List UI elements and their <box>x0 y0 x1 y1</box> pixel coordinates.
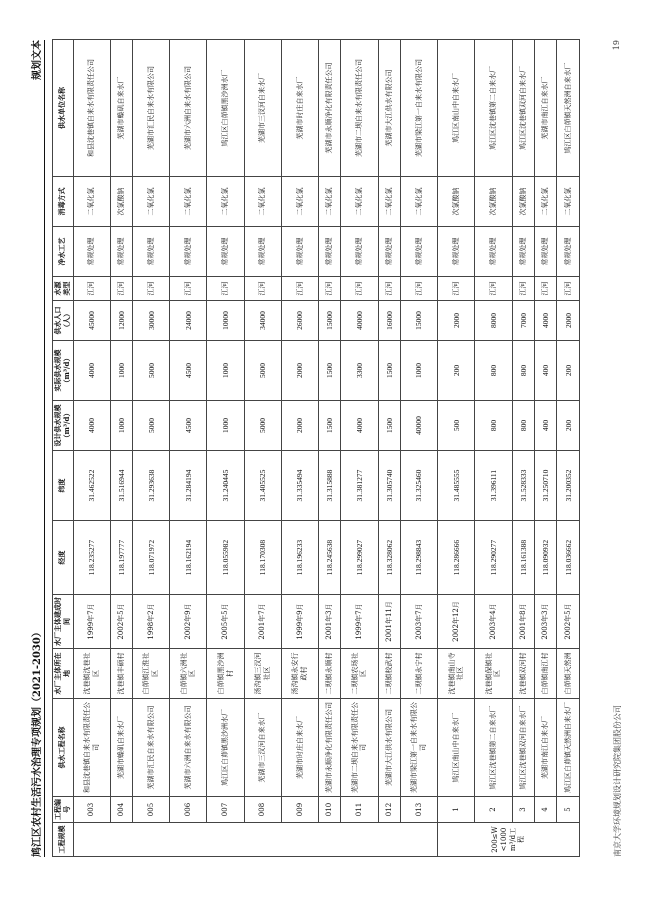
table-cell: 1500 <box>318 401 340 451</box>
table-cell: 次氯酸钠 <box>110 177 132 227</box>
table-cell: 沈巷镇双河村 <box>512 649 534 699</box>
column-header: 工程编号 <box>53 797 74 823</box>
table-cell: 200 <box>557 401 580 451</box>
table-cell: 118.055982 <box>207 521 244 595</box>
table-row <box>170 40 207 857</box>
table-cell: 118.162194 <box>170 521 207 595</box>
table-cell: 二氧化氯 <box>73 177 110 227</box>
table-cell: 007 <box>207 797 244 823</box>
table-cell: 芜湖市永顺净化有限责任公司 <box>318 40 340 177</box>
column-header: 供水单位名称 <box>53 40 74 177</box>
table-cell: 江河 <box>244 277 281 301</box>
table-cell: 31.516944 <box>110 451 132 521</box>
table-cell: 118.161388 <box>512 521 534 595</box>
table-cell: 013 <box>401 797 438 823</box>
table-cell: 鸠江区南山中自来水厂 <box>438 699 475 797</box>
table-cell: 常规处理 <box>110 227 132 277</box>
table-cell: 15000 <box>401 301 438 341</box>
table-cell: 118.197777 <box>110 521 132 595</box>
table-cell: 30000 <box>133 301 170 341</box>
table-cell: 芜湖市汇民自来水有限公司 <box>133 699 170 797</box>
table-cell: 31.485555 <box>438 451 475 521</box>
table-cell: 芜湖市六洲自来水有限公司 <box>170 40 207 177</box>
table-cell: 常规处理 <box>438 227 475 277</box>
table-cell: 1000 <box>207 341 244 401</box>
table-cell: 芜湖市蟂矶自来水厂 <box>110 40 132 177</box>
table-cell: 芜湖市南江自来水厂 <box>534 40 556 177</box>
table-cell: 沈巷镇沈巷社区 <box>73 649 110 699</box>
table-cell: 5000 <box>133 341 170 401</box>
table-cell: 芜湖市时庄自来水厂 <box>281 40 318 177</box>
table-cell: 4000 <box>73 341 110 401</box>
table-cell: 012 <box>378 797 400 823</box>
table-cell: 31.293638 <box>133 451 170 521</box>
table-cell: 31.528333 <box>512 451 534 521</box>
footer-org: 南京大学环境规划设计研究院集团股份公司 <box>613 705 622 857</box>
table-cell: 二坝镇农场社区 <box>341 649 378 699</box>
table-cell: 2003年3月 <box>534 595 556 649</box>
table-cell: 4000 <box>534 301 556 341</box>
table-cell: 二氧化氯 <box>557 177 580 227</box>
table-cell: 和县沈巷镇自来水有限责任公司 <box>73 699 110 797</box>
table-cell: 31.315888 <box>318 451 340 521</box>
table-cell: 800 <box>512 341 534 401</box>
table-cell: 2 <box>475 797 512 823</box>
table-cell: 118.290277 <box>475 521 512 595</box>
column-header: 实际供水规模（m³/d） <box>53 341 74 401</box>
table-cell: 白茆镇南江村 <box>534 649 556 699</box>
table-cell: 4000 <box>73 401 110 451</box>
table-cell: 31.405525 <box>244 451 281 521</box>
table-cell: 1999年9月 <box>281 595 318 649</box>
table-cell: 31.305740 <box>378 451 400 521</box>
table-cell: 118.071972 <box>133 521 170 595</box>
table-cell: 芜湖市大江供水有限公司 <box>378 699 400 797</box>
table-cell: 800 <box>475 401 512 451</box>
table-cell: 40000 <box>401 401 438 451</box>
table-cell: 江河 <box>341 277 378 301</box>
table-cell: 1500 <box>318 341 340 401</box>
table-cell: 1000 <box>401 341 438 401</box>
table-cell: 汤沟镇三汊河社区 <box>244 649 281 699</box>
table-cell: 江河 <box>438 277 475 301</box>
table-cell: 2002年5月 <box>557 595 580 649</box>
table-cell: 31.240445 <box>207 451 244 521</box>
table-cell: 汤沟镇永安行政村 <box>281 649 318 699</box>
table-cell: 15000 <box>318 301 340 341</box>
table-cell: 芜湖市蟂矶自来水厂 <box>110 699 132 797</box>
table-cell: 常规处理 <box>534 227 556 277</box>
column-header: 工程规模 <box>53 823 74 857</box>
table-cell: 江河 <box>170 277 207 301</box>
table-cell: 118.298843 <box>401 521 438 595</box>
table-cell: 白茆镇黑沙洲村 <box>207 649 244 699</box>
table-cell: 1000 <box>110 401 132 451</box>
document-section-label: 规划文本 <box>32 40 43 80</box>
table-cell: 二氧化氯 <box>534 177 556 227</box>
table-cell: 二坝镇校武村 <box>378 649 400 699</box>
table-cell: 江河 <box>133 277 170 301</box>
table-cell: 常规处理 <box>318 227 340 277</box>
water-supply-table <box>52 39 580 857</box>
table-cell: 二氧化氯 <box>341 177 378 227</box>
table-cell: 二氧化氯 <box>281 177 318 227</box>
table-cell: 005 <box>133 797 170 823</box>
table-cell: 118.299027 <box>341 521 378 595</box>
table-cell: 5000 <box>244 341 281 401</box>
table-cell: 芜湖市南江自来水厂 <box>534 699 556 797</box>
table-cell: 40000 <box>341 301 378 341</box>
table-cell: 1999年7月 <box>341 595 378 649</box>
table-cell: 009 <box>281 797 318 823</box>
table-cell: 1998年2月 <box>133 595 170 649</box>
table-cell: 鸠江区白茆镇天然洲自来水厂 <box>557 699 580 797</box>
column-header: 经度 <box>53 521 74 595</box>
table-cell: 次氯酸钠 <box>475 177 512 227</box>
table-cell: 5000 <box>133 401 170 451</box>
table-cell: 008 <box>244 797 281 823</box>
table-cell: 1500 <box>378 401 400 451</box>
table-row <box>73 40 110 857</box>
table-cell: 2001年3月 <box>318 595 340 649</box>
table-cell: 5 <box>557 797 580 823</box>
table-cell: 常规处理 <box>475 227 512 277</box>
table-cell: 常规处理 <box>73 227 110 277</box>
table-cell: 800 <box>512 401 534 451</box>
table-cell: 二氧化氯 <box>244 177 281 227</box>
table-cell: 118.196233 <box>281 521 318 595</box>
table-cell: 200 <box>438 341 475 401</box>
table-cell: 31.284194 <box>170 451 207 521</box>
table-cell: 1500 <box>378 341 400 401</box>
table-cell: 31.381277 <box>341 451 378 521</box>
table-cell: 江河 <box>534 277 556 301</box>
table-cell: 2001年7月 <box>244 595 281 649</box>
table-cell: 2000 <box>281 401 318 451</box>
table-cell: 芜湖市汇民自来水有限公司 <box>133 40 170 177</box>
table-cell: 1000 <box>207 401 244 451</box>
table-cell: 江河 <box>475 277 512 301</box>
table-cell: 常规处理 <box>512 227 534 277</box>
table-cell: 江河 <box>557 277 580 301</box>
table-cell: 江河 <box>512 277 534 301</box>
table-cell: 1999年7月 <box>73 595 110 649</box>
table-cell: 1 <box>438 797 475 823</box>
table-cell: 常规处理 <box>170 227 207 277</box>
table-cell: 二氧化氯 <box>133 177 170 227</box>
table-cell: 鸠江区沈巷镇双河自来水厂 <box>512 40 534 177</box>
table-cell: 江河 <box>401 277 438 301</box>
table-cell: 2001年8月 <box>512 595 534 649</box>
table-row <box>534 40 556 857</box>
header-rule <box>44 40 45 857</box>
table-cell: 鸠江区白茆镇天然洲自来水厂 <box>557 40 580 177</box>
table-cell: 江河 <box>378 277 400 301</box>
table-cell: 500 <box>438 401 475 451</box>
table-body <box>73 40 580 857</box>
table-cell: 芜湖市时庄自来水厂 <box>281 699 318 797</box>
table-cell: 芜湖市梁江第一自来水有限公司 <box>401 699 438 797</box>
table-cell: 常规处理 <box>341 227 378 277</box>
table-cell: 二氧化氯 <box>207 177 244 227</box>
column-header: 水厂主体所在地 <box>53 649 74 699</box>
table-row <box>133 40 170 857</box>
table-cell: 800 <box>475 341 512 401</box>
group-label-cell <box>73 823 438 857</box>
table-cell: 2002年12月 <box>438 595 475 649</box>
table-cell: 400 <box>534 401 556 451</box>
table-cell: 江河 <box>207 277 244 301</box>
table-row <box>557 40 580 857</box>
table-row <box>281 40 318 857</box>
table-cell: 5000 <box>244 401 281 451</box>
table-cell: 芜湖市三汊河自来水厂 <box>244 40 281 177</box>
table-cell: 江河 <box>281 277 318 301</box>
column-header: 净水工艺 <box>53 227 74 277</box>
page-number: 19 <box>612 40 621 51</box>
table-cell: 二氧化氯 <box>170 177 207 227</box>
table-cell: 2003年7月 <box>401 595 438 649</box>
table-cell: 江河 <box>73 277 110 301</box>
table-cell: 45000 <box>73 301 110 341</box>
table-cell: 31.335494 <box>281 451 318 521</box>
column-header: 供水工程名称 <box>53 699 74 797</box>
table-cell: 31.250710 <box>534 451 556 521</box>
table-cell: 白茆镇江淮社区 <box>133 649 170 699</box>
table-cell: 12000 <box>110 301 132 341</box>
table-row <box>378 40 400 857</box>
table-cell: 常规处理 <box>207 227 244 277</box>
table-cell: 34000 <box>244 301 281 341</box>
document-title: 鸠江区农村生活污水治理专项规划（2021-2030） <box>32 627 43 857</box>
table-cell: 118.328062 <box>378 521 400 595</box>
table-cell: 二氧化氯 <box>401 177 438 227</box>
table-row <box>207 40 244 857</box>
table-cell: 4 <box>534 797 556 823</box>
column-header: 设计供水规模（m³/d） <box>53 401 74 451</box>
table-cell: 常规处理 <box>557 227 580 277</box>
table-cell: 200 <box>557 341 580 401</box>
table-cell: 芜湖市六洲自来水有限公司 <box>170 699 207 797</box>
table-cell: 鸠江区白茆镇黑沙洲水厂 <box>207 40 244 177</box>
table-cell: 31.396111 <box>475 451 512 521</box>
table-cell: 003 <box>73 797 110 823</box>
table-cell: 芜湖市二坝自来水有限责任公司 <box>341 699 378 797</box>
table-cell: 31.325460 <box>401 451 438 521</box>
table-cell: 010 <box>318 797 340 823</box>
table-cell: 3 <box>512 797 534 823</box>
table-cell: 4500 <box>170 401 207 451</box>
table-cell: 二氧化氯 <box>378 177 400 227</box>
table-row <box>110 40 132 857</box>
table-cell: 118.090932 <box>534 521 556 595</box>
table-row <box>512 40 534 857</box>
table-cell: 7000 <box>512 301 534 341</box>
table-row <box>341 40 378 857</box>
table-cell: 31.200352 <box>557 451 580 521</box>
table-cell: 常规处理 <box>133 227 170 277</box>
column-header: 纬度 <box>53 451 74 521</box>
table-cell: 2000 <box>557 301 580 341</box>
table-cell: 006 <box>170 797 207 823</box>
table-cell: 24000 <box>170 301 207 341</box>
table-cell: 二坝镇永顺村 <box>318 649 340 699</box>
table-cell: 沈巷镇保镇社区 <box>475 649 512 699</box>
table-cell: 118.036662 <box>557 521 580 595</box>
table-cell: 3300 <box>341 341 378 401</box>
table-cell: 鸠江区白茆镇黑沙洲水厂 <box>207 699 244 797</box>
table-cell: 8000 <box>475 301 512 341</box>
table-cell: 芜湖市梁江第一自来水有限公司 <box>401 40 438 177</box>
table-cell: 鸠江区沈巷镇第二自来水厂 <box>475 40 512 177</box>
table-row <box>318 40 340 857</box>
table-cell: 400 <box>534 341 556 401</box>
table-cell: 芜湖市大江供水有限公司 <box>378 40 400 177</box>
table-cell: 011 <box>341 797 378 823</box>
table-cell: 常规处理 <box>281 227 318 277</box>
table-cell: 2001年11月 <box>378 595 400 649</box>
table-row <box>401 40 438 857</box>
header-row <box>53 40 74 857</box>
group-label-cell: 200≤W<1000m³/d工程 <box>438 823 580 857</box>
table-cell: 常规处理 <box>378 227 400 277</box>
table-cell: 江河 <box>110 277 132 301</box>
table-cell: 次氯酸钠 <box>512 177 534 227</box>
table-cell: 2000 <box>438 301 475 341</box>
table-cell: 10000 <box>207 301 244 341</box>
table-cell: 沈巷镇南山寺社区 <box>438 649 475 699</box>
table-cell: 芜湖市永顺净化有限责任公司 <box>318 699 340 797</box>
table-cell: 16000 <box>378 301 400 341</box>
table-cell: 江河 <box>318 277 340 301</box>
table-cell: 118.286666 <box>438 521 475 595</box>
table-cell: 白茆镇天然洲 <box>557 649 580 699</box>
table-cell: 白茆镇六洲社区 <box>170 649 207 699</box>
table-cell: 芜湖市三汊河自来水厂 <box>244 699 281 797</box>
column-header: 水厂主体建成时间 <box>53 595 74 649</box>
table-cell: 次氯酸钠 <box>438 177 475 227</box>
table-cell: 1000 <box>110 341 132 401</box>
table-cell: 二氧化氯 <box>318 177 340 227</box>
table-cell: 118.170308 <box>244 521 281 595</box>
table-cell: 2003年4月 <box>475 595 512 649</box>
table-row <box>244 40 281 857</box>
table-cell: 2002年5月 <box>110 595 132 649</box>
table-cell: 二坝镇永宁村 <box>401 649 438 699</box>
table-cell: 118.245638 <box>318 521 340 595</box>
column-header: 供水人口（人） <box>53 301 74 341</box>
table-cell: 常规处理 <box>244 227 281 277</box>
column-header: 消毒方式 <box>53 177 74 227</box>
table-row <box>475 40 512 857</box>
table-cell: 沈巷镇丰硕村 <box>110 649 132 699</box>
table-cell: 和县沈巷镇自来水有限责任公司 <box>73 40 110 177</box>
table-cell: 鸠江区沈巷镇第二自来水厂 <box>475 699 512 797</box>
table-cell: 4000 <box>341 401 378 451</box>
table-cell: 31.462522 <box>73 451 110 521</box>
table-cell: 2000 <box>281 341 318 401</box>
table-cell: 4500 <box>170 341 207 401</box>
table-cell: 118.235277 <box>73 521 110 595</box>
table-cell: 芜湖市二坝自来水有限责任公司 <box>341 40 378 177</box>
table-header <box>53 40 74 857</box>
table-cell: 鸠江区沈巷镇双河自来水厂 <box>512 699 534 797</box>
table-cell: 常规处理 <box>401 227 438 277</box>
column-header: 水源类型 <box>53 277 74 301</box>
table-cell: 2002年9月 <box>170 595 207 649</box>
table-cell: 2005年5月 <box>207 595 244 649</box>
table-row <box>438 40 475 857</box>
table-cell: 26000 <box>281 301 318 341</box>
table-cell: 鸠江区南山中自来水厂 <box>438 40 475 177</box>
table-cell: 004 <box>110 797 132 823</box>
